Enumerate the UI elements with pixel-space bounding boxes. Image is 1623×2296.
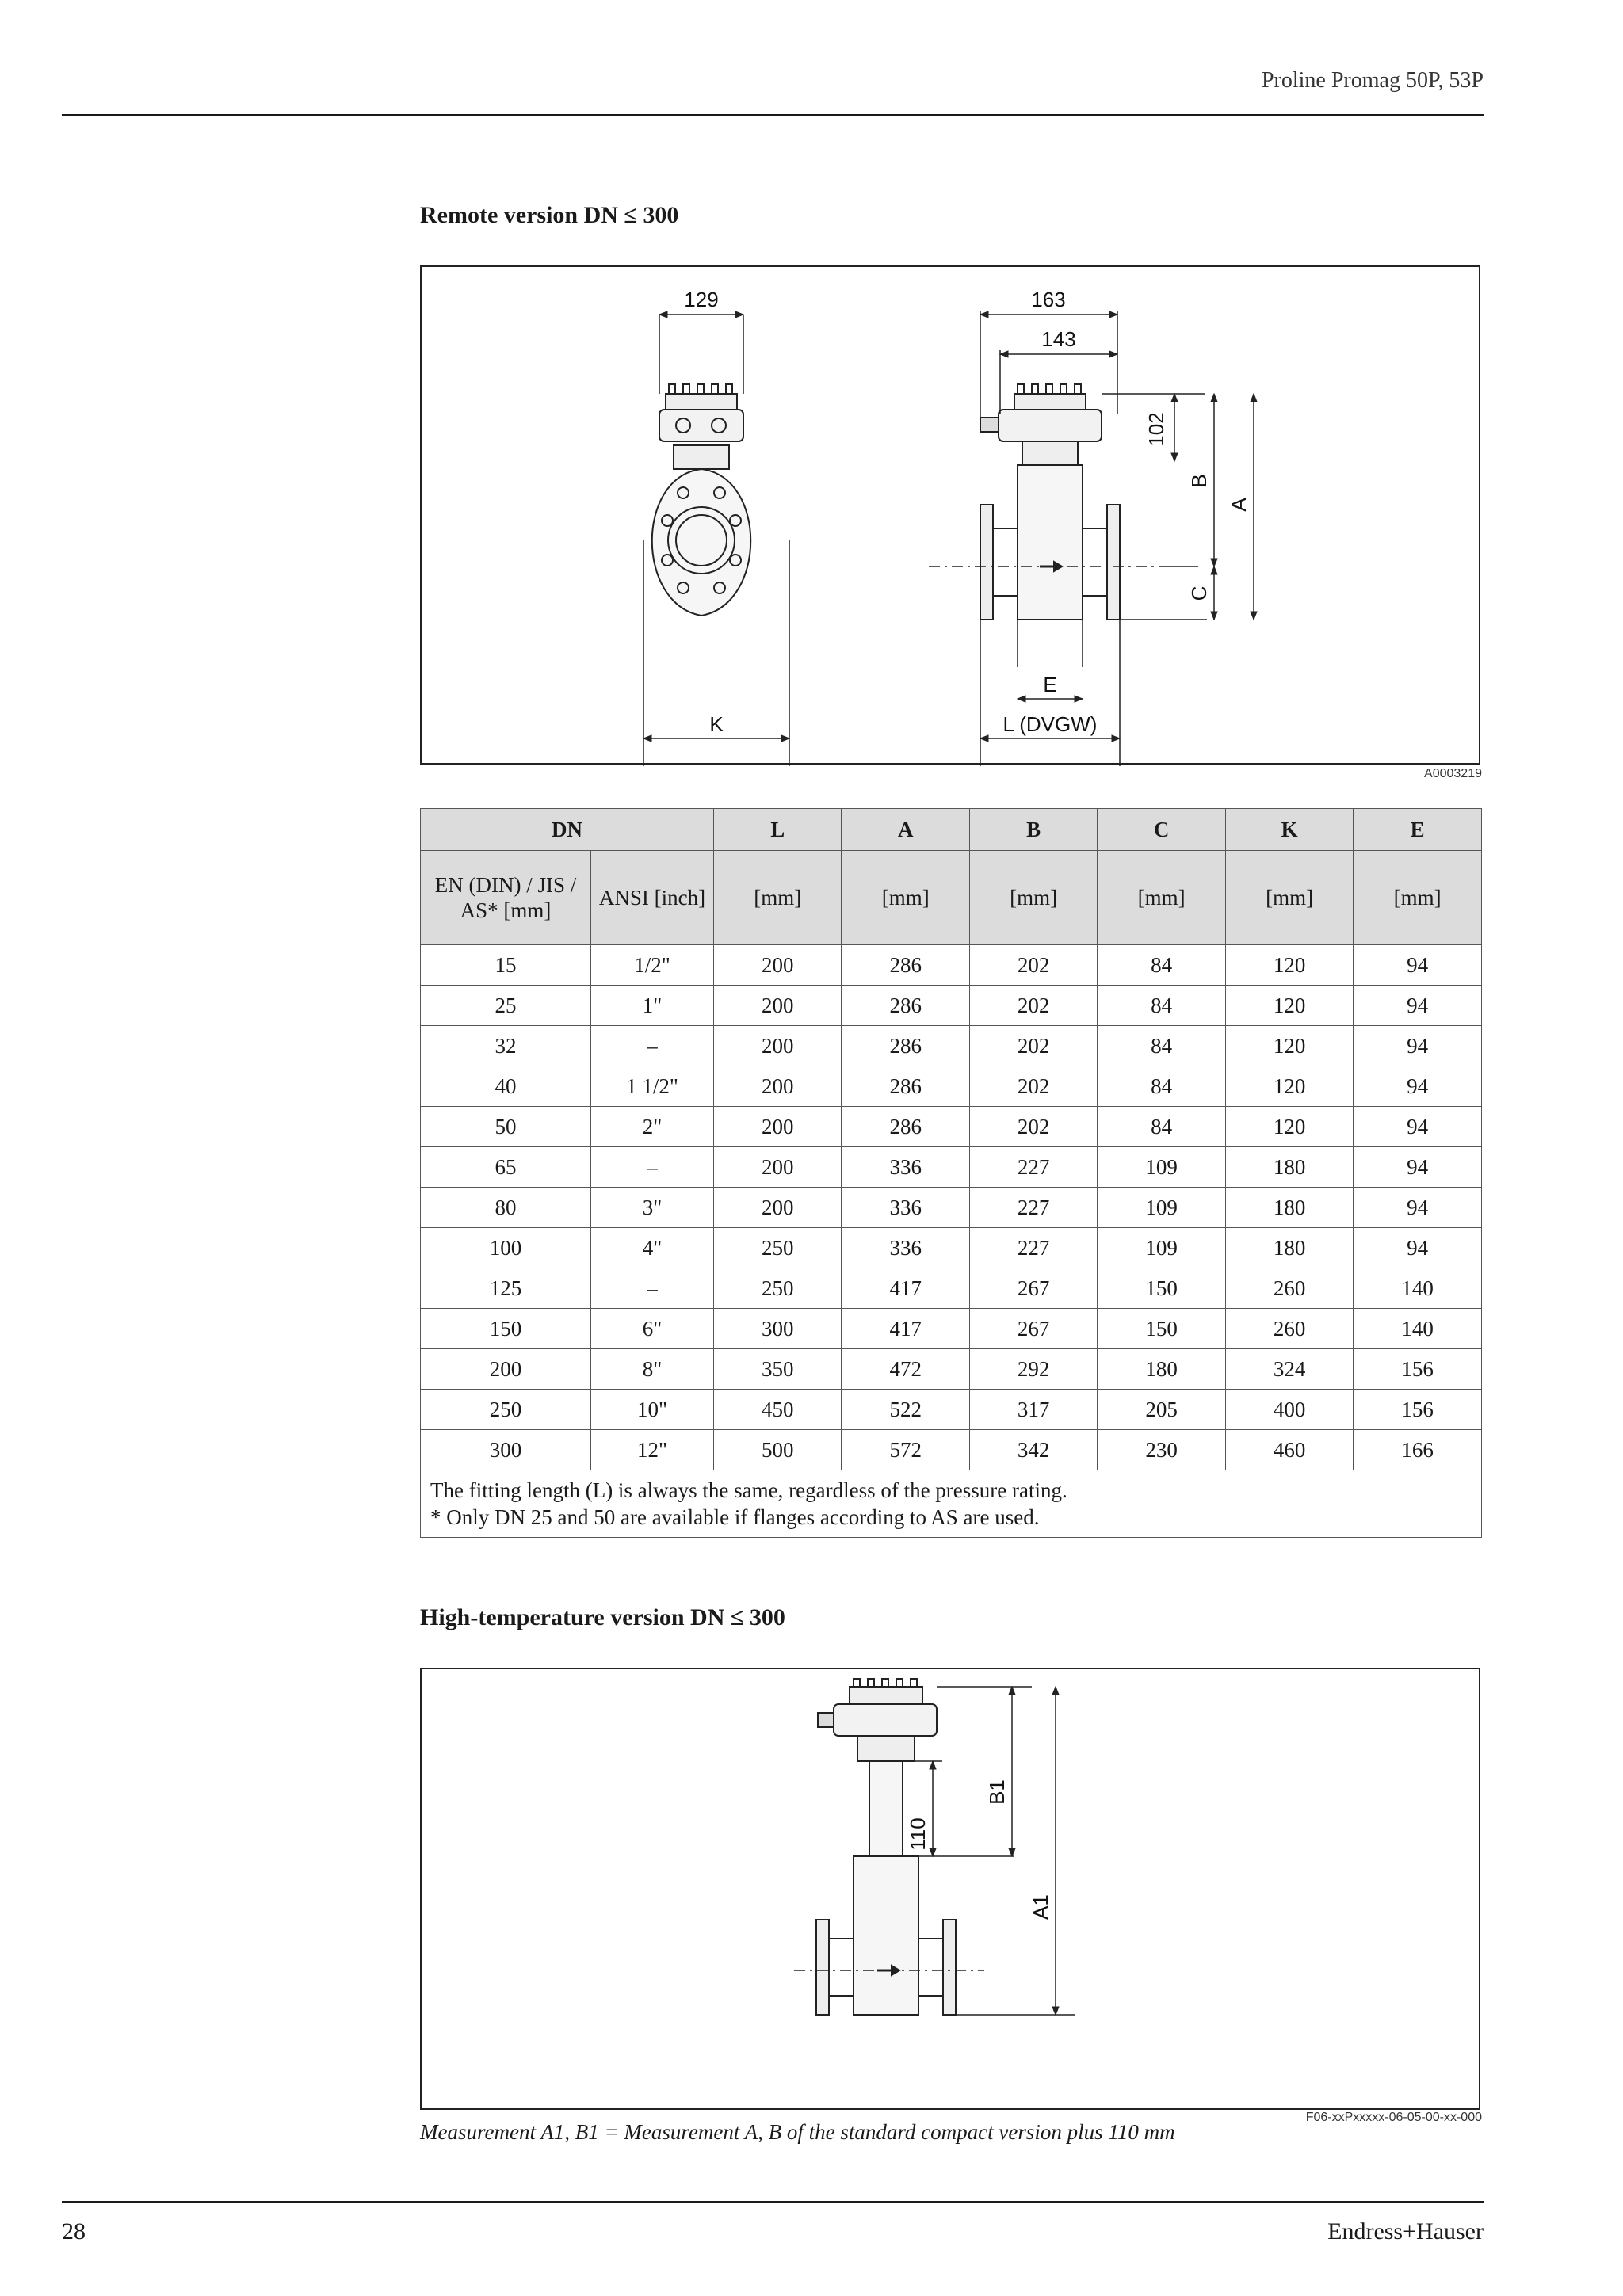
dim-label-b1: B1 xyxy=(985,1779,1009,1805)
cell: 260 xyxy=(1225,1268,1353,1309)
table-row xyxy=(421,945,1482,986)
figure-code-remote: A0003219 xyxy=(1424,767,1482,780)
cell: 202 xyxy=(969,1026,1097,1066)
table-row xyxy=(421,1188,1482,1228)
cell: 292 xyxy=(969,1349,1097,1390)
cell: 286 xyxy=(842,1026,969,1066)
cell: 450 xyxy=(714,1390,842,1430)
cell: 25 xyxy=(421,986,591,1026)
dim-label-b: B xyxy=(1187,474,1211,488)
dim-label-e: E xyxy=(1043,673,1057,696)
ht-flange-right xyxy=(943,1920,956,2015)
cell: 80 xyxy=(421,1188,591,1228)
cell: 417 xyxy=(842,1268,969,1309)
figure-high-temperature-version xyxy=(420,1668,1480,2110)
cell: 94 xyxy=(1354,1228,1482,1268)
dim-label-143: 143 xyxy=(1041,327,1076,351)
cell: 180 xyxy=(1225,1188,1353,1228)
cell: 8" xyxy=(591,1349,714,1390)
side-housing-cap xyxy=(1014,394,1086,410)
cell: 1 1/2" xyxy=(591,1066,714,1107)
cell: 156 xyxy=(1354,1390,1482,1430)
cell: 202 xyxy=(969,945,1097,986)
header-l: L xyxy=(714,809,842,851)
cell: 150 xyxy=(421,1309,591,1349)
cell: 472 xyxy=(842,1349,969,1390)
cell: 84 xyxy=(1098,1107,1225,1147)
table-row xyxy=(421,1390,1482,1430)
unit-l: [mm] xyxy=(714,851,842,945)
cell: 200 xyxy=(714,1026,842,1066)
unit-a: [mm] xyxy=(842,851,969,945)
table-row xyxy=(421,1066,1482,1107)
cell: 84 xyxy=(1098,986,1225,1026)
cell: 202 xyxy=(969,1107,1097,1147)
remote-version-drawing xyxy=(422,267,1482,766)
cell: 180 xyxy=(1225,1147,1353,1188)
header-ansi: ANSI [inch] xyxy=(591,851,714,945)
side-housing-body xyxy=(999,410,1102,441)
dim-label-l-dvgw: L (DVGW) xyxy=(1002,712,1098,736)
table-row xyxy=(421,1309,1482,1349)
table-row xyxy=(421,1430,1482,1470)
cell: 4" xyxy=(591,1228,714,1268)
header-rule xyxy=(62,114,1484,116)
header-dn: DN xyxy=(421,809,714,851)
section-title-high-temperature: High-temperature version DN ≤ 300 xyxy=(420,1604,785,1630)
table-row xyxy=(421,1107,1482,1147)
cell: 180 xyxy=(1225,1228,1353,1268)
cell: 250 xyxy=(714,1228,842,1268)
header-a: A xyxy=(842,809,969,851)
cell: 200 xyxy=(714,1147,842,1188)
figure-remote-version xyxy=(420,265,1480,765)
front-housing-cap xyxy=(666,394,737,410)
cell: 120 xyxy=(1225,1107,1353,1147)
cell: 120 xyxy=(1225,1066,1353,1107)
cell: 260 xyxy=(1225,1309,1353,1349)
header-c: C xyxy=(1098,809,1225,851)
ht-flange-left xyxy=(816,1920,829,2015)
cell: 65 xyxy=(421,1147,591,1188)
cell: 140 xyxy=(1354,1268,1482,1309)
cell: 180 xyxy=(1098,1349,1225,1390)
table-note-row xyxy=(421,1470,1482,1538)
cell: 32 xyxy=(421,1026,591,1066)
cell: 94 xyxy=(1354,945,1482,986)
table-row xyxy=(421,1228,1482,1268)
dimensions-table xyxy=(420,808,1482,1538)
unit-c: [mm] xyxy=(1098,851,1225,945)
cell: – xyxy=(591,1147,714,1188)
footer-rule xyxy=(62,2201,1484,2203)
cell: 200 xyxy=(421,1349,591,1390)
cell: 324 xyxy=(1225,1349,1353,1390)
table-row xyxy=(421,1026,1482,1066)
section-title-remote: Remote version DN ≤ 300 xyxy=(420,202,679,228)
cell: 2" xyxy=(591,1107,714,1147)
table-note-as-flanges: * Only DN 25 and 50 are available if flanges according to AS are used. xyxy=(430,1505,1040,1529)
cell: 1" xyxy=(591,986,714,1026)
high-temperature-drawing xyxy=(422,1669,1482,2111)
cell: 250 xyxy=(714,1268,842,1309)
cell: 250 xyxy=(421,1390,591,1430)
cell: 120 xyxy=(1225,1026,1353,1066)
cell: 1/2" xyxy=(591,945,714,986)
dim-label-163: 163 xyxy=(1031,288,1066,311)
document-header-title: Proline Promag 50P, 53P xyxy=(1261,68,1484,93)
cell: – xyxy=(591,1268,714,1309)
ht-extension-neck xyxy=(869,1761,903,1856)
table-row xyxy=(421,1147,1482,1188)
dim-label-129: 129 xyxy=(684,288,719,311)
ht-housing-body xyxy=(834,1704,937,1736)
dim-label-102: 102 xyxy=(1144,412,1168,447)
cell: 50 xyxy=(421,1107,591,1147)
side-flange-left xyxy=(980,505,993,620)
cell: 120 xyxy=(1225,986,1353,1026)
cell: 150 xyxy=(1098,1309,1225,1349)
cell: 166 xyxy=(1354,1430,1482,1470)
cell: 109 xyxy=(1098,1188,1225,1228)
cell: 417 xyxy=(842,1309,969,1349)
header-e: E xyxy=(1354,809,1482,851)
cell: 109 xyxy=(1098,1228,1225,1268)
cell: 286 xyxy=(842,986,969,1026)
cell: 200 xyxy=(714,1188,842,1228)
cell: 200 xyxy=(714,986,842,1026)
cell: 200 xyxy=(714,945,842,986)
cell: 342 xyxy=(969,1430,1097,1470)
header-b: B xyxy=(969,809,1097,851)
side-flange-right xyxy=(1107,505,1120,620)
cell: 317 xyxy=(969,1390,1097,1430)
header-en-din-jis-as: EN (DIN) / JIS / AS* [mm] xyxy=(421,851,591,945)
cell: 205 xyxy=(1098,1390,1225,1430)
table-row xyxy=(421,1268,1482,1309)
cell: 94 xyxy=(1354,986,1482,1026)
header-k: K xyxy=(1225,809,1353,851)
dim-label-a1: A1 xyxy=(1029,1894,1052,1920)
cell: 522 xyxy=(842,1390,969,1430)
cell: 125 xyxy=(421,1268,591,1309)
cell: 227 xyxy=(969,1147,1097,1188)
side-sensor-body xyxy=(1018,465,1083,620)
cell: 336 xyxy=(842,1188,969,1228)
cell: 84 xyxy=(1098,1066,1225,1107)
cell: 572 xyxy=(842,1430,969,1470)
ht-sensor-body xyxy=(854,1856,918,2015)
cell: 84 xyxy=(1098,1026,1225,1066)
cell: 109 xyxy=(1098,1147,1225,1188)
cell: 300 xyxy=(421,1430,591,1470)
ht-housing-cap xyxy=(850,1687,922,1704)
cell: 10" xyxy=(591,1390,714,1430)
cell: 300 xyxy=(714,1309,842,1349)
cell: 6" xyxy=(591,1309,714,1349)
dim-label-k: K xyxy=(709,712,724,736)
unit-e: [mm] xyxy=(1354,851,1482,945)
dim-label-c: C xyxy=(1187,585,1211,601)
cell: 100 xyxy=(421,1228,591,1268)
cell: 227 xyxy=(969,1188,1097,1228)
cell: 202 xyxy=(969,1066,1097,1107)
cell: 200 xyxy=(714,1107,842,1147)
cell: 230 xyxy=(1098,1430,1225,1470)
cell: 94 xyxy=(1354,1107,1482,1147)
cell: 350 xyxy=(714,1349,842,1390)
table-notes xyxy=(421,1470,1482,1538)
cell: 40 xyxy=(421,1066,591,1107)
figure-code-high-temperature: F06-xxPxxxxx-06-05-00-xx-000 xyxy=(1305,2111,1482,2124)
table-note-fitting-length: The fitting length (L) is always the same, regardless of the pressure rating. xyxy=(430,1478,1067,1502)
cell: 202 xyxy=(969,986,1097,1026)
cell: 120 xyxy=(1225,945,1353,986)
cell: 336 xyxy=(842,1228,969,1268)
front-housing-body xyxy=(659,410,743,441)
cell: 156 xyxy=(1354,1349,1482,1390)
cell: 400 xyxy=(1225,1390,1353,1430)
front-flange xyxy=(652,469,751,616)
cell: 267 xyxy=(969,1309,1097,1349)
cell: 286 xyxy=(842,1107,969,1147)
cell: 286 xyxy=(842,1066,969,1107)
table-row xyxy=(421,986,1482,1026)
cell: 286 xyxy=(842,945,969,986)
cell: 267 xyxy=(969,1268,1097,1309)
cell: 460 xyxy=(1225,1430,1353,1470)
figure-caption: Measurement A1, B1 = Measurement A, B of the standard compact version plus 110 mm xyxy=(420,2120,1175,2144)
cell: 500 xyxy=(714,1430,842,1470)
page-number: 28 xyxy=(62,2218,86,2245)
cell: 94 xyxy=(1354,1188,1482,1228)
table-row xyxy=(421,1349,1482,1390)
cell: 336 xyxy=(842,1147,969,1188)
cell: 200 xyxy=(714,1066,842,1107)
dim-label-a: A xyxy=(1227,498,1251,512)
cell: 140 xyxy=(1354,1309,1482,1349)
dim-label-110: 110 xyxy=(906,1817,930,1851)
cell: – xyxy=(591,1026,714,1066)
unit-b: [mm] xyxy=(969,851,1097,945)
brand-name: Endress+Hauser xyxy=(1327,2218,1484,2245)
cell: 150 xyxy=(1098,1268,1225,1309)
unit-k: [mm] xyxy=(1225,851,1353,945)
cell: 227 xyxy=(969,1228,1097,1268)
cell: 3" xyxy=(591,1188,714,1228)
cell: 12" xyxy=(591,1430,714,1470)
cell: 84 xyxy=(1098,945,1225,986)
cell: 94 xyxy=(1354,1147,1482,1188)
cell: 15 xyxy=(421,945,591,986)
cell: 94 xyxy=(1354,1026,1482,1066)
cell: 94 xyxy=(1354,1066,1482,1107)
